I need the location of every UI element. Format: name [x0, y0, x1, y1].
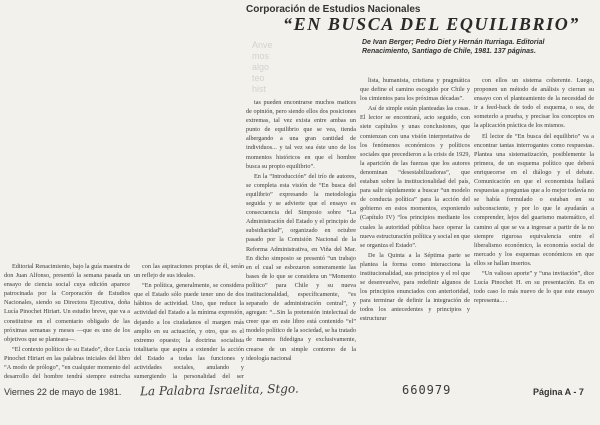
paragraph: Editorial Renacimiento, bajo la guía maestra de don Juan Alfonso, presentó la semana pasada un ensayo de ciencia social cuya edición aparece patrocinada por la Corporación de Estudios Nacionales, siendo su Directora Ejecutiva, doña Lucía Pinochet Hiriart. Un estudio breve, que va a constituirse en el comentario obligado de las próximas semanas y meses —que es uno de los objetivos que se planteara—. [4, 263, 130, 343]
paragraph: con ellos un sistema coherente. Luego, proponen un método de análisis y cierran su ensayo con el planteamiento de la necesidad de ir a feed-back de todo el esquema, o sea, de someterlo a prueba, y precisar los conceptos en la aplicación práctica de los mismos. [474, 77, 594, 130]
bleed-through-text: Anve mos algo teo hist [252, 40, 273, 94]
headline: “EN BUSCA DEL EQUILIBRIO” [283, 14, 580, 34]
paragraph: “Un valioso aporte” y “una invitación”, dice Lucía Pinochet H. en su presentación. Es en todo caso lo más nuevo de lo que este ensayo representa... . [474, 269, 594, 305]
page-footer [0, 383, 600, 413]
article-column-4 [360, 76, 470, 382]
article-column-5 [474, 76, 594, 382]
paragraph: tas pueden encontrarse muchos matices de opinión, pero siendo ellos dos posiciones extremas, tal vez exista entre ambas un punto de equilibrio que se vea, tienda albergando a una gran cantidad de individuos... y tal vez sea éste uno de los momentos históricos en que el hombre busca su propio equilibrio”. [246, 99, 356, 170]
article-column-1 [4, 262, 130, 382]
article-column-2 [134, 262, 244, 382]
paragraph: lista, humanista, cristiana y pragmática que define el camino escogido por Chile y los cimientos para los próximas décadas”. [360, 77, 470, 103]
paragraph: De la Quinta a la Séptima parte se plantea la forma como interacciona la institucionalidad, sus principios y el rol que se desenvuelve, para redefinir algunos de los principios enunciados con anterioridad, para terminar de definir la integración de todos los antecedentes y principios y estructurar [360, 251, 470, 323]
publication-date: Viernes 22 de mayo de 1981. [4, 387, 122, 397]
paragraph: con las aspiraciones propias de él, serán un reflejo de sus ideales. [134, 263, 244, 280]
paragraph: “En política, generalmente, se considera que el Estado sólo puede tener uno de dos hábitos de actividad. Uno, que reduce la actividad del Estado a la mínima expresión, dejando a los ciudadanos el margen más amplio en su actuación, y otro, que es el extremo opuesto; la doctrina socialista totalitaria que aspira a extender la acción del Estado a todas las funciones y actividades sociales, anulando y sumergiendo la personalidad del ser [134, 282, 244, 381]
paragraph: El lector de “En busca del equilibrio” va a encontrar tantas interrogantes como respuestas. Plantea una sistematización, posiblemente la primera, de un esquema político que deberá enriquecerse en el diálogo y el debate. Comunicación en que el economista hallará respuestas a preguntas que a lo mejor todavía no se había formulado o estaban en su subconsciente, y por lo que le ayudarán a comprender, lejos del guarismo matemático, el camino al que se va a ingresar a partir de la no siempre rigurosa equivalencia entre el liberalismo económico, la economía social de mercado y los esquemas económicos en que ellos se hallan insertos. [474, 132, 594, 267]
archive-stamp-number: 660979 [402, 383, 452, 397]
paragraph: En la “Introducción” del trío de autores, se completa esta visión de “En busca del equilibrio” expresando la metodología seguida y se advierte que el ensayo es consecuencia del Simposio sobre “La Administración del Estado y el principio de subsidiaridad”, organizado en octubre pasado por la Comisión Nacional de la Reforma Administrativa, en Viña del Mar. En dicho simposio se presentó “un trabajo en el cual se esbozaron someramente las bases de lo que se considera un “Momento político” para Chile y su nueva institucionalidad, específicamente, “es separado de administración central”, y agregan: “...Sin la pretensión intelectual de creer que en este libro está contenido “el” modelo político de la sociedad, se ha tratado de manera fidedigna y exclusivamente, crearse de un simple contorno de la ideología nacional [246, 172, 356, 362]
kicker: Corporación de Estudios Nacionales [246, 4, 421, 15]
byline: De Ivan Berger; Pedro Diet y Hernán Iturriaga. Editorial Renacimiento, Santiago de Chile, 1981. 137 páginas. [362, 39, 545, 56]
paragraph: “El contexto político de su Estado”, dice Lucía Pinochet Hiriart en las palabras iniciales del libro “A modo de prólogo”, “en cualquier momento del desarrollo del hombre tendrá siempre estrecha [4, 345, 130, 381]
page-number: Página A - 7 [533, 387, 584, 397]
article-column-3 [246, 98, 356, 382]
paragraph: Así de simple están planteadas las cosas. El lector se encontrará, acto seguido, con siete capítulos y unas conclusiones, que comienzan con una visión interpretativa de los fenómenos económicos y políticos sociales que precedieron a la crisis de 1929, la aparición de las fuerzas que los autores denominan “desestabilizadoras”, que estaban sobre la institucionalidad del país, para salir rápidamente a buscar “un modelo de conducta política” para la acción del gobierno en estos momentos, exponiendo (Capítulo IV) “los principios mediante los cuales la autoridad pública hace operar la nueva estructuración política y social en que se organiza el Estado”. [360, 105, 470, 249]
handwritten-source-note: La Palabra Israelita, Stgo. [139, 381, 299, 399]
